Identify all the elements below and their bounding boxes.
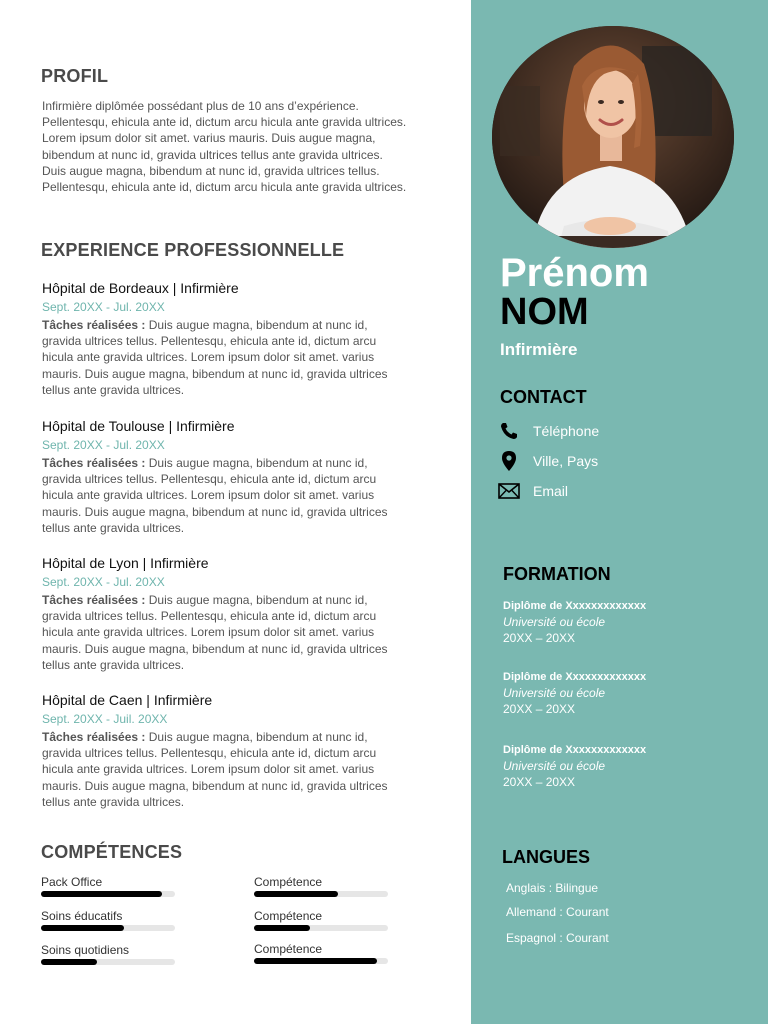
skill-item bbox=[254, 943, 388, 964]
skill-bar bbox=[41, 959, 175, 965]
skill-bar-fill bbox=[254, 925, 310, 931]
education-item bbox=[503, 670, 753, 717]
skills-title: COMPÉTENCES bbox=[41, 842, 183, 862]
contact-email bbox=[498, 480, 568, 502]
profile-line: Duis augue magna, bibendum at nunc id, gravida ultrices tellus. bbox=[42, 163, 380, 178]
job-line: mauris. Duis augue magna, bibendum at nunc id, gravida ultrices bbox=[42, 778, 388, 793]
skill-item bbox=[41, 910, 175, 931]
skill-label: Compétence bbox=[254, 909, 323, 923]
job-role: Infirmière bbox=[500, 340, 578, 359]
years: 20XX – 20XX bbox=[503, 775, 576, 789]
job-description bbox=[42, 592, 432, 673]
skill-item bbox=[41, 876, 175, 897]
skill-label: Soins éducatifs bbox=[41, 909, 123, 923]
skill-label: Soins quotidiens bbox=[41, 943, 130, 957]
skill-bar bbox=[41, 925, 175, 931]
job-dates: Sept. 20XX - Jul. 20XX bbox=[42, 438, 165, 452]
contact-title: CONTACT bbox=[500, 387, 587, 407]
job-line: Duis augue magna, bibendum at nunc id, bbox=[148, 730, 368, 744]
languages-title: LANGUES bbox=[502, 847, 591, 867]
job-line: hicula ante gravida ultrices. Lorem ipsum dolor sit amet. varius bbox=[42, 350, 375, 365]
task-label: Tâches réalisées : bbox=[42, 456, 146, 470]
job-line: hicula ante gravida ultrices. Lorem ipsum dolor sit amet. varius bbox=[42, 488, 375, 503]
profile-line: Pellentesqu, ehicula ante id, dictum arcu hicula ante gravida ultrices. bbox=[42, 115, 407, 130]
phone-text: Téléphone bbox=[533, 423, 600, 439]
language-item: Anglais : Bilingue bbox=[506, 881, 599, 895]
profile-line: bibendum at nunc id, gravida ultrices tellus ante gravida ultrices. bbox=[42, 147, 383, 162]
job-line: mauris. Duis augue magna, bibendum at nunc id, gravida ultrices bbox=[42, 504, 388, 519]
skill-bar-fill bbox=[254, 958, 377, 964]
task-label: Tâches réalisées : bbox=[42, 318, 146, 332]
job-description bbox=[42, 455, 432, 536]
job-title: Hôpital de Toulouse | Infirmière bbox=[42, 418, 235, 434]
skill-item bbox=[41, 944, 175, 965]
email-text: Email bbox=[533, 483, 569, 499]
job-line: tellus ante gravida ultrices. bbox=[42, 520, 185, 535]
skill-label: Compétence bbox=[254, 875, 323, 889]
job-line: gravida ultrices tellus. Pellentesqu, ehicula ante id, dictum arcu bbox=[42, 334, 377, 349]
job-dates: Sept. 20XX - Jul. 20XX bbox=[42, 575, 165, 589]
job-entry bbox=[42, 417, 432, 536]
job-description bbox=[42, 317, 432, 398]
skill-label: Pack Office bbox=[41, 875, 103, 889]
job-title: Hôpital de Caen | Infirmière bbox=[42, 692, 213, 708]
job-line: tellus ante gravida ultrices. bbox=[42, 382, 185, 397]
job-dates: Sept. 20XX - Juil. 20XX bbox=[42, 712, 168, 726]
contact-location bbox=[498, 450, 598, 472]
skill-bar bbox=[254, 891, 388, 897]
job-entry bbox=[42, 691, 432, 810]
skill-bar-fill bbox=[254, 891, 338, 897]
job-line: tellus ante gravida ultrices. bbox=[42, 657, 185, 672]
years: 20XX – 20XX bbox=[503, 702, 576, 716]
contact-phone bbox=[498, 420, 599, 442]
job-dates: Sept. 20XX - Jul. 20XX bbox=[42, 300, 165, 314]
job-entry bbox=[42, 554, 432, 673]
profile-line: Pellentesqu, ehicula ante id, dictum arcu hicula ante gravida ultrices. bbox=[42, 180, 407, 195]
job-line: tellus ante gravida ultrices. bbox=[42, 794, 185, 809]
skill-label: Compétence bbox=[254, 942, 323, 956]
degree: Diplôme de Xxxxxxxxxxxxx bbox=[503, 600, 647, 612]
job-line: Duis augue magna, bibendum at nunc id, bbox=[148, 318, 368, 332]
job-line: gravida ultrices tellus. Pellentesqu, ehicula ante id, dictum arcu bbox=[42, 746, 377, 761]
profile-line: Infirmière diplômée possédant plus de 10 ans d’expérience. bbox=[42, 99, 359, 113]
task-label: Tâches réalisées : bbox=[42, 730, 146, 744]
profile-title: PROFIL bbox=[41, 66, 109, 86]
job-line: Duis augue magna, bibendum at nunc id, bbox=[148, 456, 368, 470]
skill-item bbox=[254, 910, 388, 931]
phone-icon bbox=[498, 420, 520, 442]
education-title: FORMATION bbox=[503, 564, 611, 584]
job-entry bbox=[42, 279, 432, 398]
skill-bar-fill bbox=[41, 891, 162, 897]
job-line: gravida ultrices tellus. Pellentesqu, ehicula ante id, dictum arcu bbox=[42, 472, 377, 487]
skill-bar bbox=[254, 925, 388, 931]
profile-photo bbox=[492, 26, 734, 248]
job-line: gravida ultrices tellus. Pellentesqu, ehicula ante id, dictum arcu bbox=[42, 609, 377, 624]
skill-bar-fill bbox=[41, 925, 124, 931]
job-line: mauris. Duis augue magna, bibendum at nunc id, gravida ultrices bbox=[42, 641, 388, 656]
school: Université ou école bbox=[503, 686, 606, 700]
job-line: mauris. Duis augue magna, bibendum at nunc id, gravida ultrices bbox=[42, 366, 388, 381]
skill-bar bbox=[41, 891, 175, 897]
job-description bbox=[42, 729, 432, 810]
skill-bar-fill bbox=[41, 959, 97, 965]
degree: Diplôme de Xxxxxxxxxxxxx bbox=[503, 671, 647, 683]
school: Université ou école bbox=[503, 759, 606, 773]
job-line: hicula ante gravida ultrices. Lorem ipsum dolor sit amet. varius bbox=[42, 762, 375, 777]
last-name: NOM bbox=[500, 291, 589, 333]
skill-item bbox=[254, 876, 388, 897]
task-label: Tâches réalisées : bbox=[42, 593, 146, 607]
skill-bar bbox=[254, 958, 388, 964]
job-title: Hôpital de Lyon | Infirmière bbox=[42, 555, 209, 571]
profile-line: Lorem ipsum dolor sit amet. varius mauris. Duis augue magna, bbox=[42, 131, 376, 146]
years: 20XX – 20XX bbox=[503, 631, 576, 645]
language-item: Allemand : Courant bbox=[506, 905, 609, 919]
education-item bbox=[503, 599, 753, 646]
job-title: Hôpital de Bordeaux | Infirmière bbox=[42, 280, 239, 296]
experience-title: EXPERIENCE PROFESSIONNELLE bbox=[41, 240, 345, 260]
location-pin-icon bbox=[498, 450, 520, 472]
job-line: hicula ante gravida ultrices. Lorem ipsum dolor sit amet. varius bbox=[42, 625, 375, 640]
language-item: Espagnol : Courant bbox=[506, 931, 609, 945]
profile-text bbox=[42, 98, 452, 195]
education-item bbox=[503, 743, 753, 790]
envelope-icon bbox=[498, 480, 520, 502]
degree: Diplôme de Xxxxxxxxxxxxx bbox=[503, 744, 647, 756]
first-name: Prénom bbox=[500, 251, 649, 295]
job-line: Duis augue magna, bibendum at nunc id, bbox=[148, 593, 368, 607]
school: Université ou école bbox=[503, 615, 606, 629]
location-text: Ville, Pays bbox=[533, 453, 599, 469]
